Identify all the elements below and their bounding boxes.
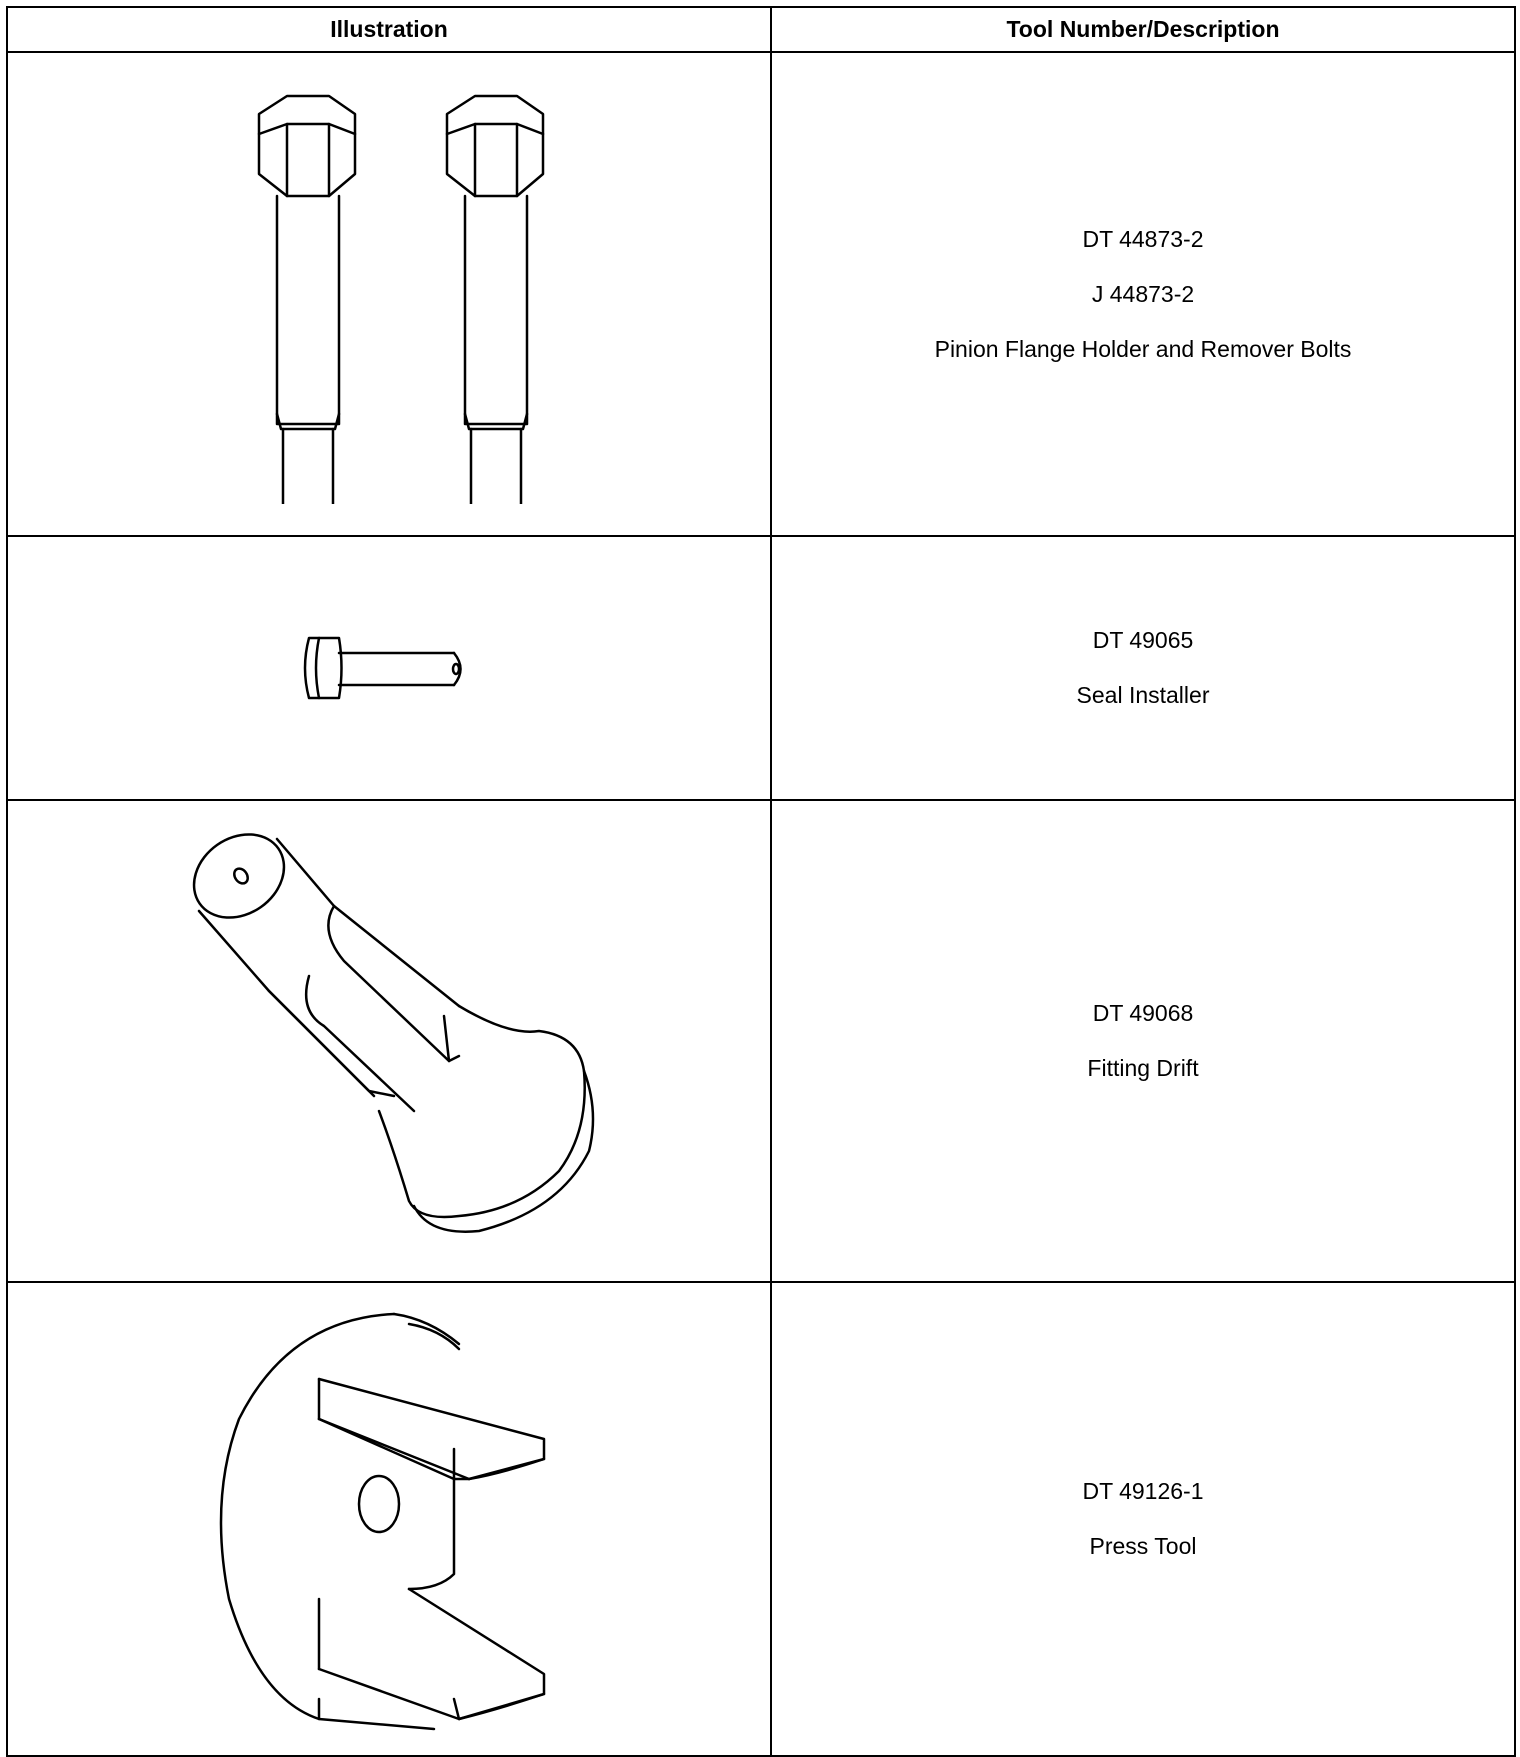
tool-number: DT 49126-1 — [1082, 1478, 1204, 1504]
illustration-cell — [7, 536, 771, 800]
header-illustration: Illustration — [7, 7, 771, 52]
illustration-cell — [7, 1282, 771, 1756]
seal-installer-icon — [289, 623, 489, 713]
header-row — [7, 7, 1515, 52]
tool-number: DT 44873-2 — [1082, 225, 1204, 252]
tool-number: DT 49065 — [1092, 627, 1194, 653]
description-cell — [771, 52, 1515, 536]
press-tool-icon — [199, 1299, 579, 1739]
description-cell — [771, 536, 1515, 800]
tool-description: Seal Installer — [1076, 682, 1210, 708]
tool-number-alt: J 44873-2 — [1091, 280, 1195, 307]
tools-table — [6, 6, 1516, 1757]
description-cell — [771, 1282, 1515, 1756]
table-row — [7, 536, 1515, 800]
tool-description: Pinion Flange Holder and Remover Bolts — [934, 335, 1352, 362]
table-row — [7, 1282, 1515, 1756]
illustration-cell — [7, 52, 771, 536]
table-row — [7, 800, 1515, 1282]
header-description: Tool Number/Description — [771, 7, 1515, 52]
table-row — [7, 52, 1515, 536]
illustration-cell — [7, 800, 771, 1282]
tool-number: DT 49068 — [1092, 1000, 1194, 1026]
tool-description: Press Tool — [1089, 1533, 1197, 1559]
description-cell — [771, 800, 1515, 1282]
tool-description: Fitting Drift — [1087, 1055, 1199, 1081]
bolts-icon — [189, 84, 589, 504]
fitting-drift-icon — [159, 811, 619, 1271]
